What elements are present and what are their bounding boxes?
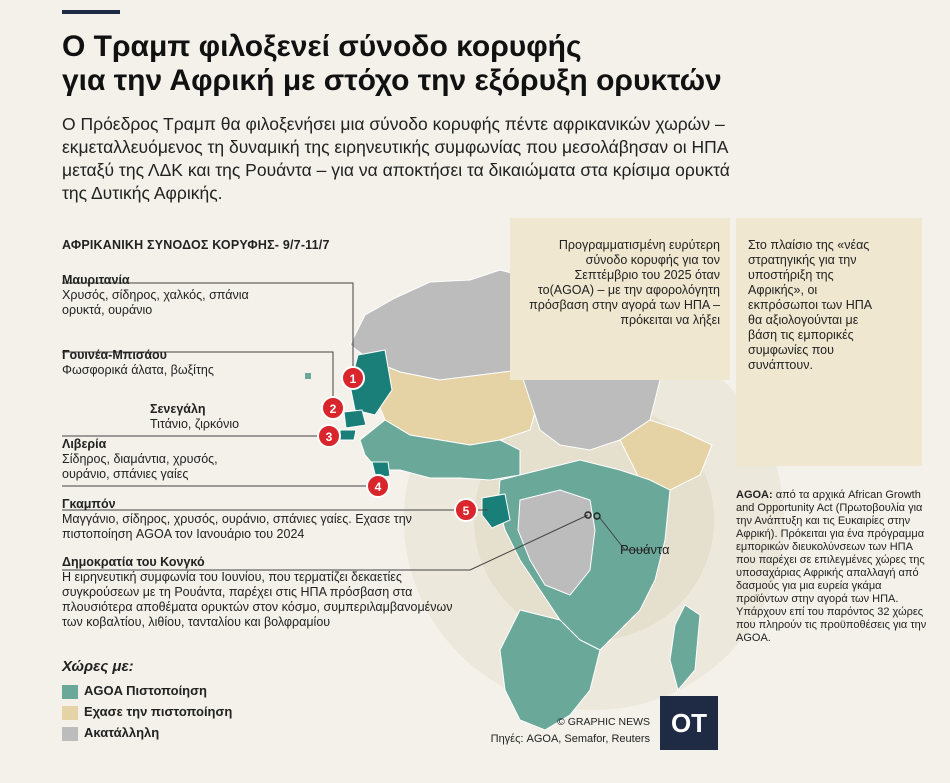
title-line-1: Ο Τραμπ φιλοξενεί σύνοδο κορυφής [62,30,582,63]
agoa-term: AGOA: [736,489,773,501]
legend-item-agoa [62,683,207,699]
marker-3-label: 3 [325,430,333,444]
country-name: Λιβερία [62,437,107,451]
country-name: Σενεγάλη [150,402,206,416]
senegal-shape [344,410,366,428]
country-details: Τιτάνιο, ζιρκόνιο [150,417,240,431]
sources: Πηγές: AGOA, Semafor, Reuters [490,733,650,745]
cape-verde [305,373,311,379]
legend-label: AGOA Πιστοποίηση [84,683,207,698]
legend-swatch-ineligible [62,727,78,741]
lede-paragraph: Ο Πρόεδρος Τραμπ θα φιλοξενήσει μια σύνοδο κορυφής πέντε αφρικανικών χωρών – εκμεταλλευόμενος τη δυναμική της ειρηνευτικής συμφωνίας που μεσολάβησαν οι ΗΠΑ μεταξύ της ΛΔΚ και της Ρουάντα – για να αποκτήσει τα δικαιώματα στα κρίσιμα ορυκτά της Δυτικής Αφρικής. [62,114,730,203]
country-details: Η ειρηνευτική συμφωνία του Ιουνίου, που τερματίζει δεκαετίες συγκρούσεων με τη Ρουάντα, παρέχει στις ΗΠΑ πρόσβαση στα πλουσιότερα αποθέματα ορυκτών στον κόσμο, συμπεριλαμβανομένων των κοβαλτίου, λιθίου, τανταλίου και βολφραμίου [62,570,453,629]
legend-item-lost [62,704,232,720]
country-details: Χρυσός, σίδηρος, χαλκός, σπάνια ορυκτά, ουράνιο [62,288,249,317]
legend-item-ineligible [62,725,159,741]
country-name: Γουινέα-Μπισάου [62,348,167,362]
marker-1-label: 1 [349,372,357,386]
rwanda-label: Ρουάντα [620,542,670,557]
marker-2-label: 2 [329,402,337,416]
country-gabon [62,497,462,542]
country-details: Μαγγάνιο, σίδηρος, χρυσός, ουράνιο, σπάνιες γαίες. Εχασε την πιστοποίηση AGOA τον Ιανουάριο του 2024 [62,512,412,541]
country-name: Μαυριτανία [62,273,130,287]
guinea-bissau-shape [340,430,356,440]
country-guinea-bissau [62,348,252,378]
country-liberia [62,437,262,482]
legend-swatch-lost [62,706,78,720]
summit-note-box [510,218,730,380]
marker-3 [318,425,340,447]
country-name: Γκαμπόν [62,497,116,511]
strategy-note-box [736,218,922,466]
title-line-2: για την Αφρική με στόχο την εξόρυξη ορυκτών [62,64,722,97]
country-drc [62,555,462,630]
country-details: Φωσφορικά άλατα, βωξίτης [62,363,214,377]
legend-swatch-agoa [62,685,78,699]
marker-2 [322,397,344,419]
marker-5-label: 5 [462,504,470,518]
section-heading: ΑΦΡΙΚΑΝΙΚΗ ΣΥΝΟΔΟΣ ΚΟΡΥΦΗΣ- 9/7-11/7 [62,238,330,252]
legend-label: Ακατάλληλη [84,725,160,740]
summit-note-text: Προγραμματισμένη ευρύτερη σύνοδο κορυφής για τον Σεπτέμβριο του 2025 όταν το(AGOA) – με την αφορολόγητη πρόσβαση στην αγορά των ΗΠΑ – πρόκειται να λήξει [529,238,720,327]
country-name: Δημοκρατία του Κονγκό [62,555,205,569]
country-details: Σίδηρος, διαμάντια, χρυσός, ουράνιο, σπάνιες γαίες [62,452,218,481]
country-mauritania [62,273,252,318]
marker-4-label: 4 [374,480,382,494]
legend-label: Εχασε την πιστοποίηση [84,704,233,719]
strategy-note-text: Στο πλαίσιο της «νέας στρατηγικής για την υποστήριξη της Αφρικής», οι εκπρόσωποι των ΗΠΑ θα αξιολογούνται με βάση τις εμπορικές συμφωνίες που συνάπτουν. [748,238,872,372]
marker-1 [342,367,364,389]
country-senegal [150,402,320,432]
marker-4 [367,475,389,497]
ot-logo: OT [660,696,718,750]
legend-heading: Χώρες με: [62,658,134,675]
agoa-text: από τα αρχικά African Growth and Opportunity Act (Πρωτοβουλία για την Ανάπτυξη και τις Ευκαιρίες στην Αφρική). Πρόκειται για ένα πρόγραμμα εμπορικών διευκολύνσεων των ΗΠΑ που παρέχει σε επιλεγμένες χώρες της υποσαχάριας Αφρικής απαλλαγή από δασμούς για μια ευρεία γκάμα προϊόντων στην αγορά των ΗΠΑ. Υπάρχουν επί του παρόντος 32 χώρες που πληρούν τις προϋποθέσεις για την AGOA. [736,489,927,644]
agoa-definition [736,489,932,645]
credit: © GRAPHIC NEWS [557,716,650,728]
